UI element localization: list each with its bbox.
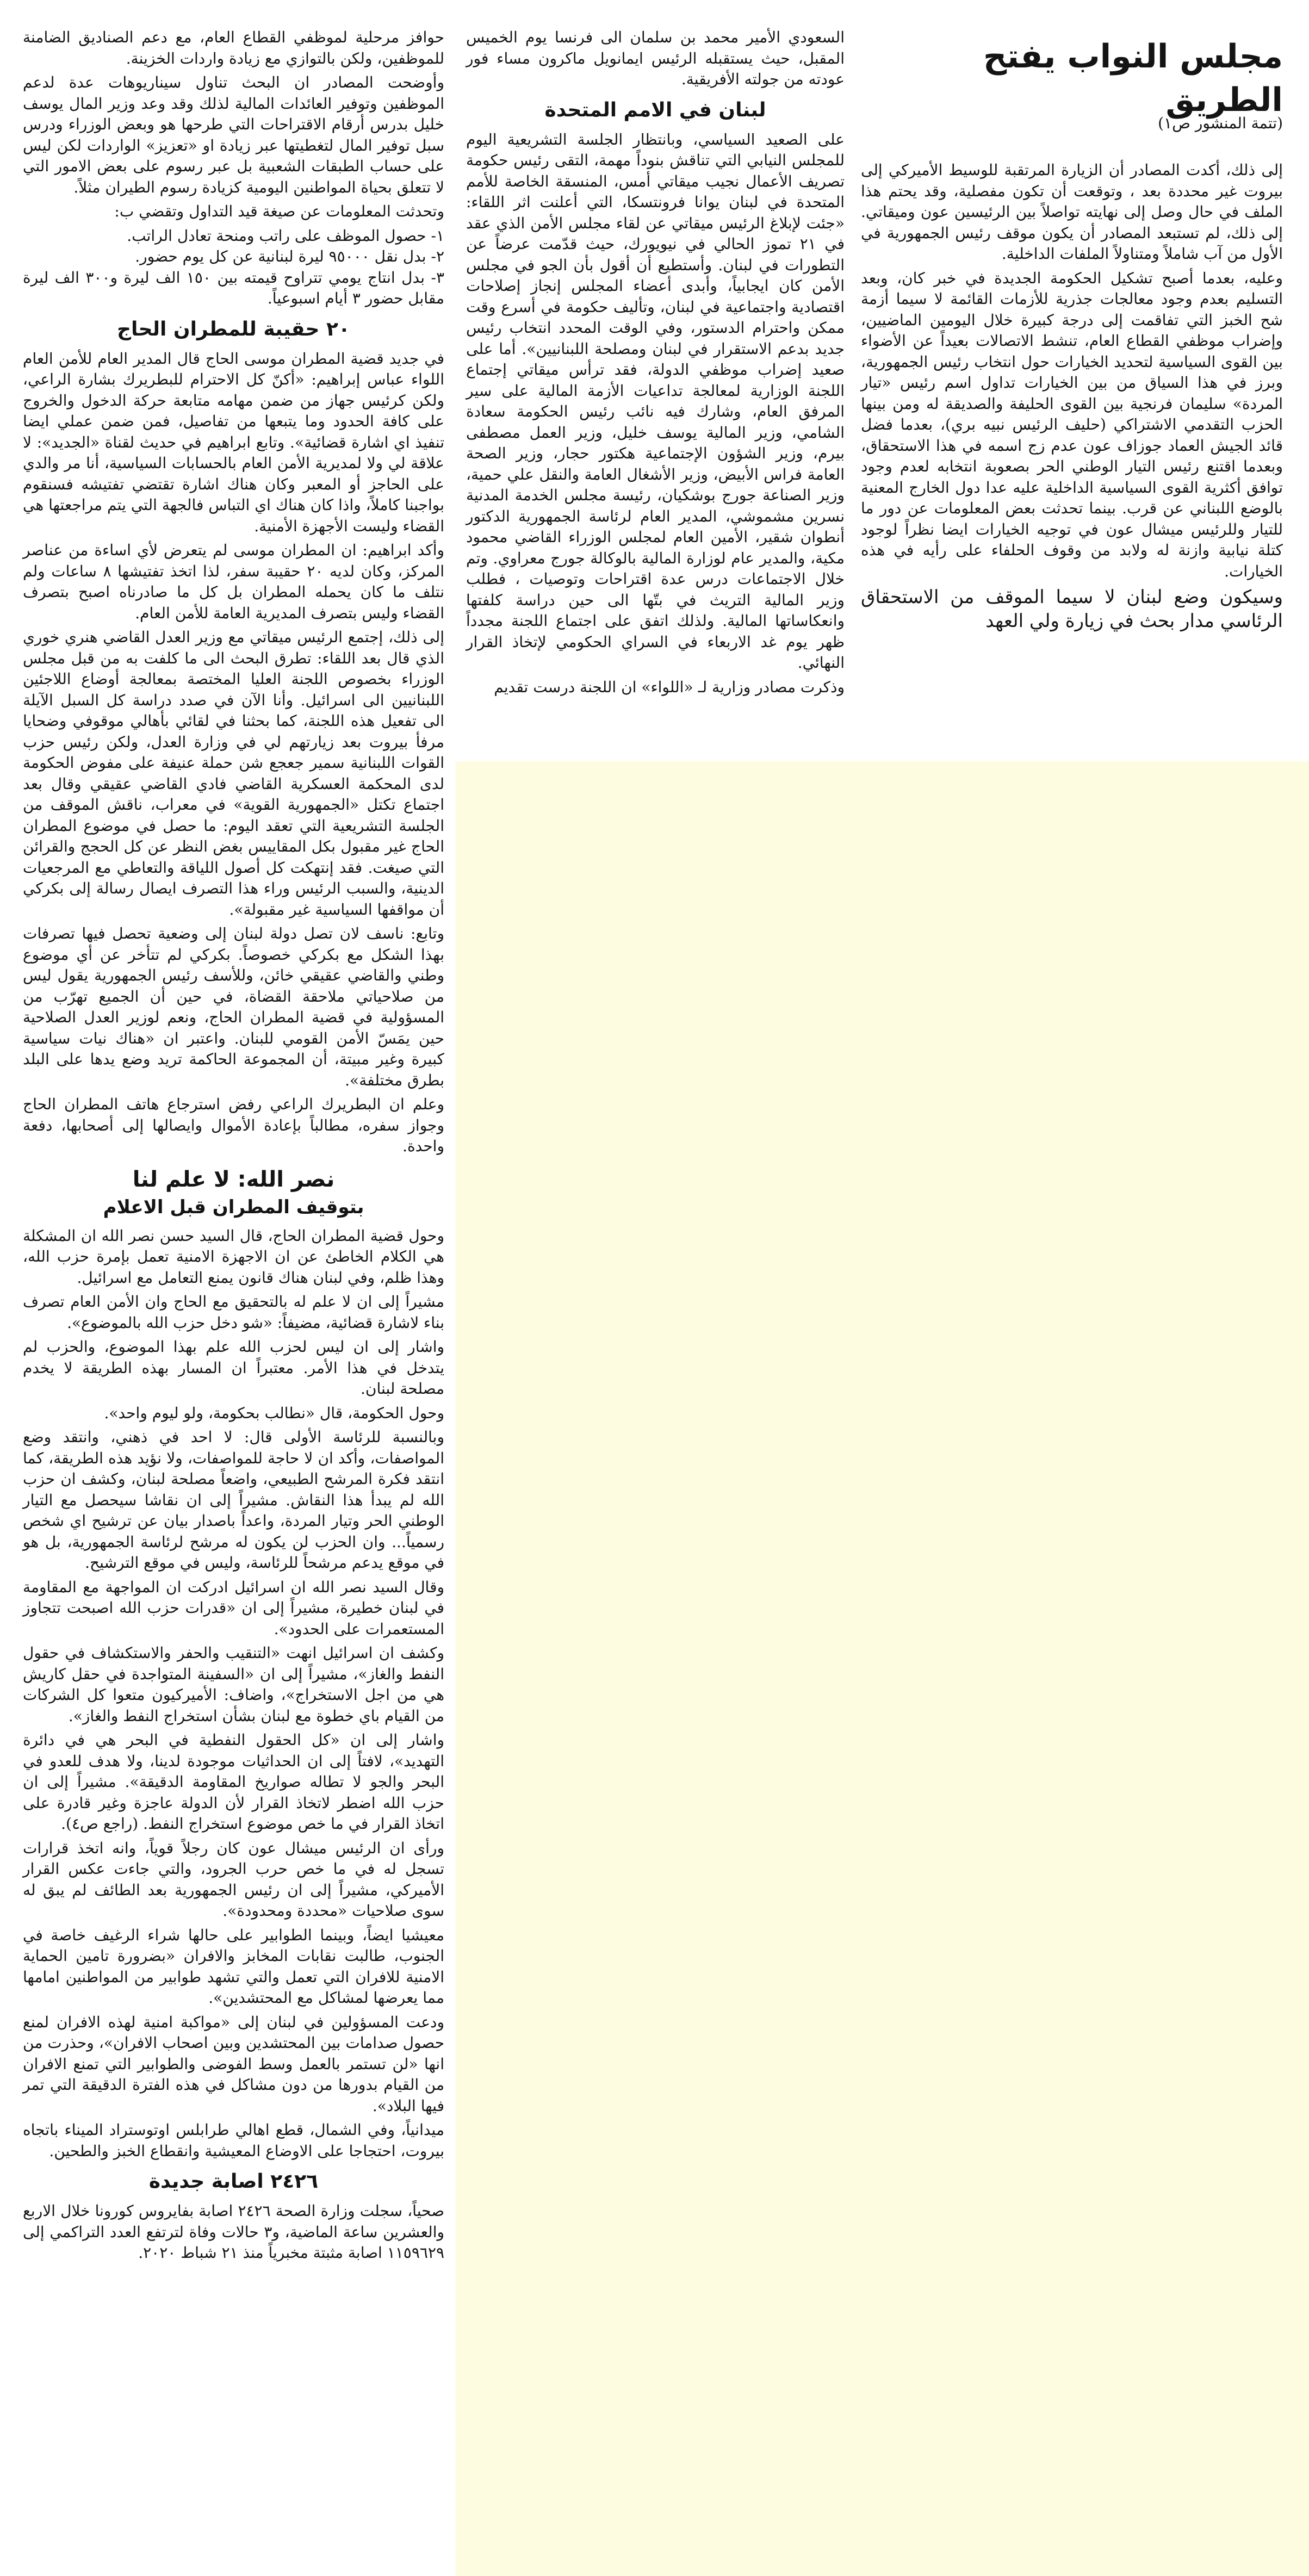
list-item: ٣- بدل انتاج يومي تتراوح قيمته بين ١٥٠ الف ليرة و٣٠٠ الف ليرة مقابل حضور ٣ أيام اسبوعياً. <box>23 268 444 307</box>
paragraph: ميدانياً، وفي الشمال، قطع اهالي طرابلس اوتوستراد الميناء باتجاه بيروت، احتجاجا على الاوضاع المعيشية وانقطاع الخبز والطحين. <box>23 2121 444 2160</box>
continuation-note: (تتمة المنشور ص١) <box>1158 114 1283 132</box>
paragraph: حوافز مرحلية لموظفي القطاع العام، مع دعم الصناديق الضامنة للموظفين، ولكن بالتوازي مع زيادة واردات الخزينة. <box>23 28 444 67</box>
paragraph: واشار إلى ان «كل الحقول النفطية في البحر هي في دائرة التهديد»، لافتاً إلى ان الحداثيات موجودة لدينا، ولا هدف للعدو في البحر والجو لا تطاله صواريخ المقاومة الدقيقة». مشيراً إلى ان حزب الله اضطر لاتخاذ القرار لأن الدولة عاجزة وغير قادرة على اتخاذ القرار في ما خص موضوع استخراج النفط. (راجع ص٤). <box>23 1731 444 1833</box>
paragraph: وعلم ان البطريرك الراعي رفض استرجاع هاتف المطران الحاج وجواز سفره، مطالباً بإعادة الأموال وايصالها إلى أصحابها، دفعة واحدة. <box>23 1095 444 1155</box>
column-middle <box>466 27 845 701</box>
column-right <box>861 160 1283 636</box>
paragraph: صحياً، سجلت وزارة الصحة ٢٤٢٦ اصابة بفايروس كورونا خلال الاربع والعشرين ساعة الماضية، و٣ حالات وفاة لترتفع العدد التراكمي إلى ١١٥٩٦٢٩ اصابة مثبتة مخبرياً منذ ٢١ شباط ٢٠٢٠. <box>23 2202 445 2262</box>
paragraph: واشار إلى ان ليس لحزب الله علم بهذا الموضوع، والحزب لم يتدخل في هذا الأمر. معتبراً ان المسار بهذه الطريقة لا يخدم مصلحة لبنان. <box>23 1338 444 1398</box>
paragraph: وسيكون وضع لبنان لا سيما الموقف من الاستحقاق الرئاسي مدار بحث في زيارة ولي العهد <box>861 586 1283 632</box>
paragraph: وحول الحكومة، قال «نطالب بحكومة، ولو ليوم واحد». <box>104 1404 444 1422</box>
paragraph: وأكد ابراهيم: ان المطران موسى لم يتعرض لأي اساءة من عناصر المركز، وكان لديه ٢٠ حقيبة سفر، لذا اتخذ تفتيشها ٨ ساعات ولم نتلف ما كان يحمله المطران بل كل ما صادرناه اصبح بتصرف القضاء وليس بتصرف المديرية العامة للأمن العام. <box>23 541 444 622</box>
paragraph: مشيراً إلى ان لا علم له بالتحقيق مع الحاج وان الأمن العام تصرف بناء لاشارة قضائية، مضيفاً: «شو دخل حزب الله بالموضوع». <box>23 1293 444 1332</box>
paragraph: ورأى ان الرئيس ميشال عون كان رجلاً قوياً، وانه اتخذ قرارات تسجل له في ما خص حرب الجرود، والتي جاءت عكس القرار الأميركي، مشيراً إلى ان رئيس الجمهورية بعد الطائف لم يبق له سوى صلاحيات «محددة ومحدودة». <box>23 1839 444 1920</box>
section-heading-bags: ٢٠ حقيبة للمطران الحاج <box>117 318 350 340</box>
paragraph: إلى ذلك، أكدت المصادر أن الزيارة المرتقبة للوسيط الأميركي إلى بيروت غير محددة بعد ، وتوقعت أن تكون مفصلية، وقد يحتم هذا الملف في حال وصل إلى نهايته تواصلاً بين الرئيسين عون وميقاتي. إلى ذلك، لم تستبعد المصادر أن يكون موقف رئيس الجمهورية في الأول من آب شاملاً ومتناولاً الملفات الداخلية. <box>861 161 1283 263</box>
list-item: ١- حصول الموظف على راتب ومنحة تعادل الراتب. <box>127 226 444 245</box>
section-heading-nasrallah: نصر الله: لا علم لنا <box>132 1166 335 1192</box>
section-subheading-nasrallah: بتوقيف المطران قبل الاعلام <box>103 1196 364 1218</box>
paragraph: إلى ذلك، إجتمع الرئيس ميقاتي مع وزير العدل القاضي هنري خوري الذي قال بعد اللقاء: تطرق البحث الى ما كلفت به من قبل مجلس الوزراء بخصوص اللجنة العليا المختصة بمعالجة أوضاع اللاجئين اللبنانيين الى اسرائيل. وأنا الآن في صدد دراسة كل السبل الآيلة الى تفعيل هذه اللجنة، كما بحثنا في لقائي بأهالي موقوفي وضحايا مرفأ بيروت بعد زيارتهم لي في وزارة العدل، ولكن رئيس حزب القوات اللبنانية سمير جعجع شن حملة عنيفة على مفوض الحكومة لدى المحكمة العسكرية القاضي فادي القاضي عقيقي وقال بعد اجتماع تكتل «الجمهورية القوية» في معراب، ناقش الموقف من الجلسة التشريعية التي تعقد اليوم: ما حصل في موضوع المطران الحاج غير مقبول بكل المقاييس بغض النظر عن كل الحجج والقرائن التي صيغت. فقد إنتهكت كل أصول اللياقة والتعاطي مع المرجعيات الدينية، والسبب الرئيس وراء هذا التصرف ايصال رسالة إلى بكركي أن مواقفها السياسية غير مقبولة». <box>23 628 445 918</box>
yellow-background-panel <box>456 761 1309 2576</box>
column-left <box>23 27 444 2267</box>
paragraph: وذكرت مصادر وزارية لـ «اللواء» ان اللجنة درست تقديم <box>494 678 845 696</box>
paragraph: وبالنسبة للرئاسة الأولى قال: لا احد في ذهني، وانتقد وضع المواصفات، وأكد ان لا حاجة للمواصفات، ولا نؤيد هذه الطريقة، كما انتقد فكرة المرشح الطبيعي، واضعاً مصلحة لبنان، وكشف ان حزب الله لم يبدأ هذا النقاش. مشيراً إلى ان نقاشا سيحصل مع التيار الوطني الحر وتيار المردة، واعداً باصدار بيان عن ترشيح اي شخص رسمياً... وان الحزب لن يكون له مرشح لرئاسة الجمهورية، بل هو في موقع يدعم مرشحاً للرئاسة، وليس في موقع الترشيح. <box>23 1428 444 1572</box>
paragraph: وأوضحت المصادر ان البحث تناول سيناريوهات عدة لدعم الموظفين وتوفير العائدات المالية لذلك وقد وعد وزير المال يوسف خليل بدرس أرقام الاقتراحات التي طرحها هو وبعض الوزراء ودرس سبل توفير المال لتغطيتها عبر زيادة او «تعزيز» الواردات لكن ليس على حساب الطبقات الشعبية بل عبر رسوم على بعض الامور التي لا تتعلق بحياة المواطنين اليومية كزيادة رسوم الطيران مثلاً. <box>23 73 445 196</box>
paragraph: وحول قضية المطران الحاج، قال السيد حسن نصر الله ان المشكلة هي الكلام الخاطئ عن ان الاجهزة الامنية تعمل بإمرة حزب الله، وهذا ظلم، وفي لبنان هناك قانون يمنع التعامل مع اسرائيل. <box>23 1226 444 1287</box>
paragraph: وتحدثت المعلومات عن صيغة قيد التداول وتقضي ب: <box>114 202 444 220</box>
paragraph: معيشيا ايضاً، وبينما الطوابير على حالها شراء الرغيف خاصة في الجنوب، طالبت نقابات المخابز والافران «بضرورة تامين الحماية الامنية للافران التي تعمل والتي تشهد طوابير من المواطنين امامها مما يعرضها لمشاكل مع المحتشدين». <box>23 1926 444 2007</box>
paragraph: في جديد قضية المطران موسى الحاج قال المدير العام للأمن العام اللواء عباس إبراهيم: «أكنّ كل الاحترام للبطريرك بشارة الراعي، ولكن كرئيس جهاز من ضمن مهامه متابعة حركة الدخول والخروج على كافة الحدود وما يتبعها من تفاصيل، فمن ضمن عملي ايضا تنفيذ اي اشارة قضائية». وتابع ابراهيم في حديث لقناة «الجديد»: لا علاقة لي ولا لمديرية الأمن العام بالحسابات السياسية، أنا مر والدي على الحاجز أو المعبر وكان هناك اشارة تقتضي تفتيشه فسنقوم بواجبنا كاملاً، واذا كان هناك اي التباس فالجهة التي يتم مراجعتها هي القضاء وليست الأجهزة الأمنية. <box>23 349 444 535</box>
list-item: ٢- بدل نقل ٩٥٠٠٠ ليرة لبنانية عن كل يوم حضور. <box>135 247 444 265</box>
paragraph: ودعت المسؤولين في لبنان إلى «مواكبة امنية لهذه الافران لمنع حصول صدامات بين المحتشدين وبين اصحاب الافران»، وحذرت من انها «لن تستمر بالعمل وسط الفوضى والطوابير التي تمنع الافران من القيام بدورها من دون مشاكل في هذه الفترة الدقيقة التي تمر فيها البلاد». <box>23 2013 444 2115</box>
paragraph: وتابع: ناسف لان تصل دولة لبنان إلى وضعية تحصل فيها تصرفات بهذا الشكل مع بكركي خصوصاً. بكركي لم تتأخر عن أي موضوع وطني والقاضي عقيقي خائن، وللأسف رئيس الجمهورية يقول ليس من صلاحياتي ملاحقة القضاة، في حين أن الجميع تهرّب من المسؤولية في قضية المطران الحاج، ونعم لوزير العدل الصلاحية حين يمَسّ الأمن القومي للبنان. واعتبر ان «هناك نيات سياسية كبيرة وغير مبيتة، أن المجموعة الحاكمة تريد وضع يدها على البلد بطرق مختلفة». <box>23 924 444 1089</box>
paragraph: السعودي الأمير محمد بن سلمان الى فرنسا يوم الخميس المقبل، حيث يستقبله الرئيس ايمانويل ماكرون مساء فور عودته من جولته الأفريقية. <box>466 28 845 88</box>
article-title: مجلس النواب يفتح الطريق <box>983 38 1283 119</box>
paragraph: وعليه، بعدما أصبح تشكيل الحكومة الجديدة في خبر كان، وبعد التسليم بعدم وجود معالجات جذرية للأزمات القائمة لا سيما أزمة شح الخبز التي تفاقمت إلى درجة كبيرة خلال اليومين الماضيين، وإضراب موظفي القطاع العام، تنشط الاتصالات بعيداً عن الأضواء بين القوى السياسية لتحديد الخيارات حول انتخاب رئيس الجمهورية، وبرز في هذا السياق من بين الخيارات تداول اسم رئيس «تيار المردة» سليمان فرنجية بين القوى الحليفة والصديقة له ومن بينها الحزب التقدمي الاشتراكي (حليف الرئيس نبيه بري)، بعدما فضل قائد الجيش العماد جوزاف عون عدم زج اسمه في هذا الاستحقاق، وبعدما اقتنع رئيس التيار الوطني الحر بصعوبة انتخابه لعدم وجود توافق أكثرية القوى السياسية الداخلية عليه عدا دول الخارج المعنية بالوضع اللبناني عن قرب. بينما تحدثت بعض المعلومات عن دور ما للتيار وللرئيس ميشال عون في توجيه الخيارات ايضا نظراً لوجود كتلة نيابية وازنة له ولابد من وقوف الحلفاء على رأيه في هذه الخيارات. <box>861 269 1283 580</box>
paragraph: وقال السيد نصر الله ان اسرائيل ادركت ان المواجهة مع المقاومة في لبنان خطيرة، مشيراً إلى ان «قدرات حزب الله اصبحت تتجاوز المستعمرات على الحدود». <box>23 1578 444 1638</box>
paragraph: على الصعيد السياسي، وبانتظار الجلسة التشريعية اليوم للمجلس النيابي التي تناقش بنوداً مهمة، التقى رئيس حكومة تصريف الأعمال نجيب ميقاتي أمس، المنسقة الخاصة للأمم المتحدة في لبنان يوانا فرونتسكا، التي أعلنت اثر اللقاء: «جئت لإبلاغ الرئيس ميقاتي عن لقاء مجلس الأمن الذي عقد في ٢١ تموز الحالي في نيويورك، حيث قدّمت عرضاً عن التطورات في لبنان. وأستطيع أن أقول بأن الجو في مجلس الأمن كان ايجابياً، وأبدى أعضاء المجلس إنجاز إصلاحات اقتصادية واجتماعية في لبنان، وتأليف حكومة في أسرع وقت ممكن واحترام الدستور، وفي الوقت المحدد انتخاب رئيس جديد بدعم الاستقرار في لبنان ومصلحة اللبنانيين». أما على صعيد إضراب موظفي الدولة، فقد ترأس ميقاتي إجتماع اللجنة الوزارية لمعالجة تداعيات الأزمة المالية على سير المرفق العام، وشارك فيه نائب رئيس الحكومة سعادة الشامي، وزير المالية يوسف خليل، وزير العمل مصطفى بيرم، وزير الشؤون الإجتماعية هكتور حجار، وزير الصحة العامة فراس الأبيض، وزير الأشغال العامة والنقل علي حمية، وزير الصناعة جورج بوشكيان، رئيسة مجلس الخدمة المدنية نسرين مشموشي، المدير العام لرئاسة الجمهورية الدكتور أنطوان شقير، الأمين العام لمجلس الوزراء القاضي محمود مكية، والمدير عام لوزارة المالية بالوكالة جورج معراوي. وتم خلال الاجتماعات درس عدة اقتراحات وتوصيات ، فطلب وزير المالية التريث في بتّها الى حين دراسة كلفتها وانعكاساتها المالية. ولذلك اتفق على اجتماع اللجنة مجدداً ظهر يوم غد الاربعاء في السراي الحكومي لإتخاذ القرار النهائي. <box>466 130 845 672</box>
section-heading-covid: ٢٤٢٦ اصابة جديدة <box>148 2170 319 2193</box>
section-heading-un: لبنان في الامم المتحدة <box>544 98 766 121</box>
paragraph: وكشف ان اسرائيل انهت «التنقيب والحفر والاستكشاف في حقول النفط والغاز»، مشيراً إلى ان «السفينة المتواجدة في حقل كاريش هي من اجل الاستخراج»، واضاف: الأميركيون متعوا كل الشركات من القيام باي خطوة مع لبنان بشأن استخراج النفط والغاز». <box>23 1644 444 1725</box>
